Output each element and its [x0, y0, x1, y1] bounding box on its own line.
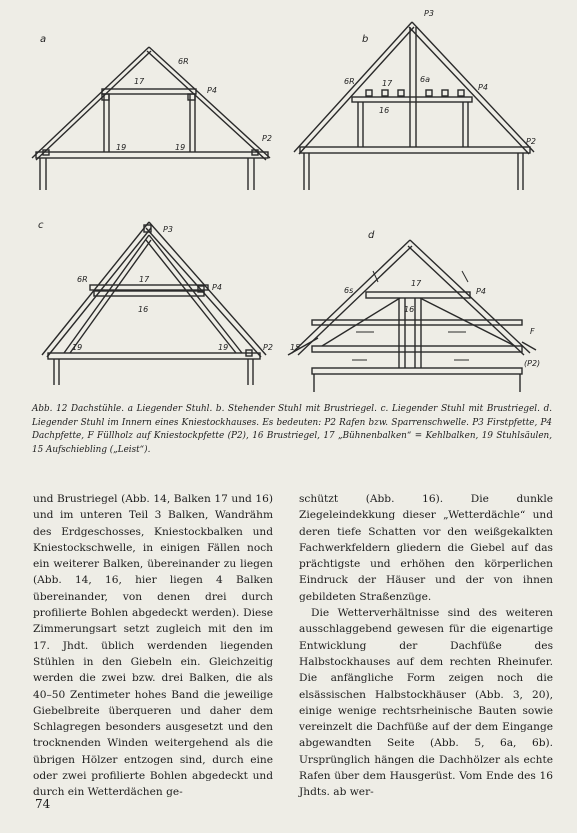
- text-column-left: [33, 491, 273, 801]
- label-c-6r: 6R: [77, 275, 88, 284]
- label-d-15: 15: [290, 343, 301, 352]
- label-d-p4: P4: [476, 287, 486, 296]
- label-b-p3: P3: [424, 9, 434, 18]
- label-b-p2: P2: [526, 137, 536, 146]
- roof-truss-figure: [22, 9, 562, 405]
- label-c-19-right: 19: [218, 343, 229, 352]
- label-c-p4: P4: [212, 283, 222, 292]
- label-a-p2: P2: [262, 134, 272, 143]
- right-column-paragraph-2: Die Wetterverhältnisse sind des weiteren ausschlaggebend gewesen für die eigenartige Entwicklung der Dachfüße des Halbstockhauses auf dem rechten Rheinufer. Die anfängliche Form zeigen noch die elsässischen Halbstockhäuser (Abb. 3, 20), einige wenige rechtsrheinische Bauten sowie vereinzelt die Dachfüße auf der dem Eingange abgewandten Seite (Abb. 5, 6a, 6b). Ursprünglich hängen die Dachhölzer als echte Rafen über dem Hausgerüst. Vom Ende des 16 Jhdts. ab wer-: [299, 607, 553, 799]
- label-c-p3: P3: [163, 225, 173, 234]
- panel-a-letter: a: [40, 34, 47, 45]
- right-column-paragraph-1: schützt (Abb. 16). Die dunkle Ziegeleindekkung dieser „Wetterdächle“ und deren tiefe Schatten vor den weißgekalkten Fachwerkfeldern gliedern die Giebel auf das prächtigste und erhöhen den körperlichen Eindruck der Häuser und der von ihnen gebildeten Straßenzüge.: [299, 493, 553, 603]
- label-a-19-right: 19: [175, 143, 186, 152]
- panel-b-letter: b: [362, 34, 369, 45]
- label-d-f: F: [530, 327, 535, 336]
- label-b-6a: 6a: [420, 75, 430, 84]
- label-d-17: 17: [411, 279, 422, 288]
- page-number: 74: [35, 797, 51, 811]
- text-column-right: [299, 491, 553, 801]
- label-c-19-left: 19: [72, 343, 83, 352]
- label-a-17: 17: [134, 77, 145, 86]
- left-column-paragraph: und Brustriegel (Abb. 14, Balken 17 und 16) und im unteren Teil 3 Balken, Wandrähm des Erdgeschosses, Kniestockbalken und Kniestockschwelle, in einigen Fällen noch ein weiterer Balken, übereinander zu liegen (Abb. 14, 16, hier liegen 4 Balken übereinander, von denen drei durch profilierte Bohlen abgedeckt werden). Diese Zimmerungsart setzt zugleich mit den im 17. Jhdt. üblich werdenden liegenden Stühlen in den Giebeln ein. Gleichzeitig werden die zwei bzw. drei Balken, die als 40–50 Zentimeter hohes Band die jeweilige Giebelbreite überqueren und daher dem Schlagregen besonders ausgesetzt und den trocknenden Winden weitergehend als die übrigen Hölzer entzogen sind, durch eine oder zwei profilierte Bohlen abgedeckt und durch ein Wetterdächen ge-: [33, 493, 273, 799]
- label-b-17: 17: [382, 79, 393, 88]
- label-b-p4: P4: [478, 83, 488, 92]
- label-c-16: 16: [138, 305, 149, 314]
- panel-c-letter: c: [38, 220, 44, 231]
- panel-a-drawing: [32, 34, 272, 190]
- panel-c-drawing: [38, 220, 273, 385]
- label-c-17: 17: [139, 275, 150, 284]
- label-c-p2: P2: [263, 343, 273, 352]
- panel-b-drawing: [294, 9, 536, 190]
- label-d-p2: (P2): [524, 359, 541, 368]
- label-a-19-left: 19: [116, 143, 127, 152]
- label-b-6r: 6R: [344, 77, 355, 86]
- label-d-6s: 6s: [344, 286, 354, 295]
- label-d-16: 16: [404, 305, 415, 314]
- label-a-6r: 6R: [178, 57, 189, 66]
- figure-caption: Abb. 12 Dachstühle. a Liegender Stuhl. b. Stehender Stuhl mit Brustriegel. c. Liegender Stuhl mit Brustriegel. d. Liegender Stuhl im Innern eines Kniestockhauses. Es bedeuten: P2 Rafen bzw. Sparrenschwelle. P3 Firstpfette, P4 Dachpfette, F Füllholz auf Kniestockpfette (P2), 16 Brustriegel, 17 „Bühnenbalken“ = Kehlbalken, 19 Stuhlsäulen, 15 Aufschiebling („Leist“).: [32, 404, 552, 455]
- label-a-p4: P4: [207, 86, 217, 95]
- label-b-16: 16: [379, 106, 390, 115]
- panel-d-drawing: [288, 230, 540, 392]
- panel-d-letter: d: [368, 230, 375, 241]
